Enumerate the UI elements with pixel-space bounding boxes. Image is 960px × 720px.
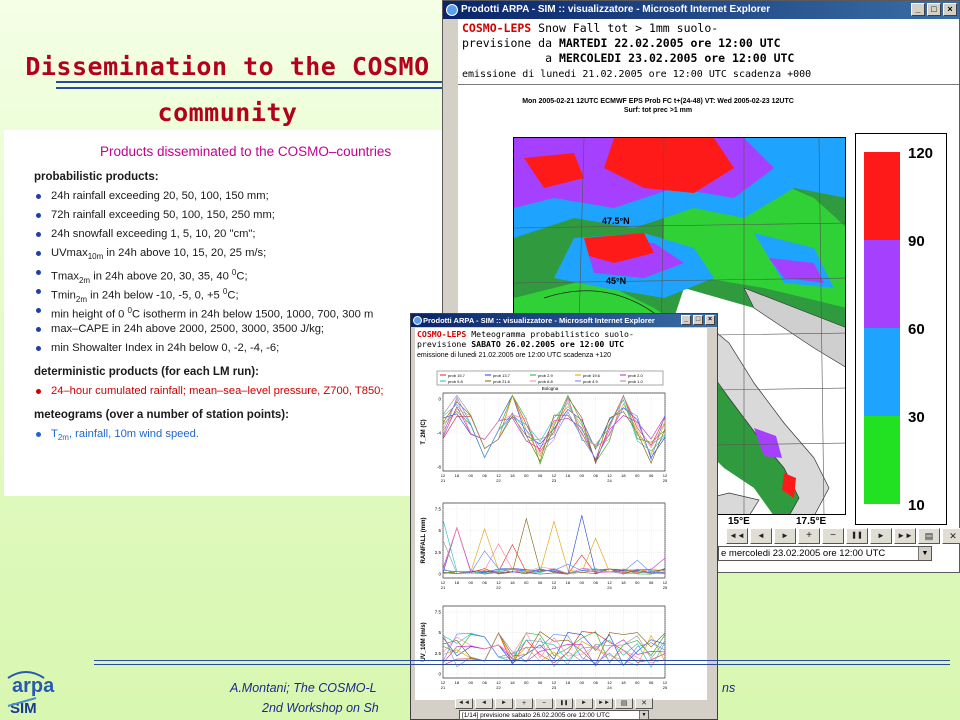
ie-icon (413, 316, 422, 325)
x-tick-label: 18 (565, 580, 571, 585)
pause-button[interactable]: ❚❚ (846, 528, 868, 544)
x-date-label: 24 (607, 585, 612, 590)
x-tick-label: 06 (593, 580, 598, 585)
window-title: Prodotti ARPA - SIM :: visualizzatore - Microsoft Internet Explorer (423, 316, 655, 325)
x-tick-label: 18 (454, 473, 460, 478)
x-date-label: 21 (440, 685, 446, 690)
y-tick-label: 0 (438, 571, 441, 577)
x-tick-label: 06 (537, 473, 543, 478)
x-tick-label: 06 (537, 680, 543, 685)
legend-swatch (864, 328, 900, 416)
first-frame-button[interactable]: ◄◄ (455, 698, 473, 709)
y-tick-label: 5 (438, 528, 441, 534)
list-item: $T_{2m}$, rainfall, 10m wind speed. (34, 427, 456, 446)
x-tick-label: 00 (635, 680, 640, 685)
legend-entry: prob 9.8 (448, 379, 463, 384)
zoom-out-button[interactable]: − (822, 528, 844, 544)
legend-entry: prob 19.6 (583, 373, 600, 378)
close-button[interactable]: × (943, 3, 957, 16)
map-header: COSMO-LEPS Snow Fall tot > 1mm suolo- previsione da MARTEDI 22.02.2005 ore 12:00 UTC a MERCOLEDI 23.02.2005 ore 12:00 UTC emissione di lunedi 21.02.2005 ore 12:00 UTC scadenza +000 (462, 21, 812, 80)
x-tick-label: 12 (496, 680, 501, 685)
legend-entry: prob 15.7 (448, 373, 465, 378)
chevron-down-icon: ▼ (639, 711, 648, 719)
maximize-button[interactable]: □ (927, 3, 941, 16)
footer-rule (94, 660, 950, 661)
list-item: Tmax$_{2m}$ in 24h above 20, 30, 35, 40 $^0$C; (34, 265, 456, 284)
x-tick-label: 12 (607, 680, 612, 685)
x-tick-label: 12 (607, 580, 612, 585)
x-tick-label: 06 (537, 580, 543, 585)
probabilistic-section-title: probabilistic products: (34, 171, 159, 183)
x-tick-label: 06 (593, 680, 598, 685)
lat-label: 45°N (606, 276, 627, 286)
legend-entry: prob 1.0 (628, 379, 643, 384)
list-item: 24h snowfall exceeding 1, 5, 10, 20 "cm"; (34, 227, 456, 246)
x-date-label: 25 (662, 685, 668, 690)
minimize-button[interactable]: _ (681, 315, 691, 325)
x-tick-label: 06 (593, 473, 598, 478)
legend-label: 120 (908, 145, 934, 162)
x-date-label: 25 (662, 478, 668, 483)
zoom-in-button[interactable]: + (515, 698, 533, 709)
list-item: 72h rainfall exceeding 50, 100, 150, 250 mm; (34, 208, 456, 227)
products-heading: Products disseminated to the COSMO–countries (100, 144, 392, 159)
legend-entry: prob 13.7 (493, 373, 510, 378)
x-tick-label: 18 (454, 580, 460, 585)
meteogram-nav-bar (455, 698, 653, 709)
x-tick-label: 00 (579, 580, 584, 585)
x-tick-label: 12 (551, 473, 557, 478)
window-titlebar[interactable] (411, 314, 717, 327)
x-tick-label: 00 (579, 680, 584, 685)
panel-axis-label: T_2M (C) (421, 419, 427, 445)
x-tick-label: 18 (454, 680, 460, 685)
x-date-label: 24 (607, 478, 612, 483)
x-tick-label: 12 (551, 680, 557, 685)
legend-swatch (864, 240, 900, 328)
x-tick-label: 18 (565, 680, 571, 685)
legend-entry: prob 2.0 (628, 373, 643, 378)
lon-label: 15°E (728, 516, 750, 527)
list-item: 24h rainfall exceeding 20, 50, 100, 150 mm; (34, 189, 456, 208)
first-frame-button[interactable]: ◄◄ (726, 528, 748, 544)
x-tick-label: 00 (579, 473, 584, 478)
svg-text:SIM: SIM (10, 700, 37, 717)
title-underline (56, 81, 454, 89)
close-button[interactable]: × (705, 315, 715, 325)
y-tick-label: -8 (436, 464, 441, 470)
last-frame-button[interactable]: ►► (894, 528, 916, 544)
y-tick-label: 2.5 (434, 549, 441, 555)
x-tick-label: 00 (635, 580, 640, 585)
x-tick-label: 00 (468, 680, 473, 685)
x-date-label: 22 (496, 585, 501, 590)
chevron-down-icon: ▼ (918, 547, 931, 560)
legend-entry: prob 4.9 (583, 379, 598, 384)
list-item: min height of 0 $^0$C isotherm in 24h below 1500, 1000, 700, 300 m (34, 303, 456, 322)
prev-frame-button[interactable]: ◄ (475, 698, 493, 709)
station-name: Bologna (541, 386, 559, 391)
prev-frame-button[interactable]: ◄ (750, 528, 772, 544)
x-date-label: 23 (551, 585, 557, 590)
legend-entry: prob 8.8 (538, 379, 553, 384)
y-tick-label: -4 (436, 430, 441, 436)
x-date-label: 21 (440, 478, 446, 483)
color-legend (855, 133, 947, 525)
x-tick-label: 00 (524, 680, 529, 685)
footer-author: A.Montani; The COSMO-L (230, 681, 377, 695)
legend-entry: prob 21.6 (493, 379, 510, 384)
legend-swatch (864, 152, 900, 240)
svg-text:arpa: arpa (12, 675, 55, 697)
minimize-button[interactable]: _ (911, 3, 925, 16)
x-tick-label: 00 (524, 473, 529, 478)
x-tick-label: 12 (440, 680, 446, 685)
legend-entry: prob 2.9 (538, 373, 553, 378)
x-tick-label: 00 (524, 580, 529, 585)
deterministic-list (34, 384, 456, 403)
x-tick-label: 12 (662, 473, 668, 478)
deterministic-section-title: deterministic products (for each LM run): (34, 366, 259, 378)
legend-swatch (864, 416, 900, 504)
x-tick-label: 06 (648, 680, 654, 685)
meteogram-section-title: meteograms (over a number of station points): (34, 409, 289, 421)
x-tick-label: 06 (648, 473, 654, 478)
x-date-label: 22 (496, 478, 501, 483)
x-tick-label: 12 (662, 680, 668, 685)
x-date-label: 24 (607, 685, 612, 690)
legend-label: 10 (908, 497, 925, 514)
list-item: 24–hour cumulated rainfall; mean–sea–level pressure, Z700, T850; (34, 384, 456, 403)
probabilistic-list (34, 189, 456, 360)
window-title: Prodotti ARPA - SIM :: visualizzatore - Microsoft Internet Explorer (461, 4, 771, 15)
y-tick-label: 0 (438, 396, 441, 402)
lon-label: 17.5°E (796, 516, 827, 527)
y-tick-label: 7.5 (434, 506, 441, 512)
maximize-button[interactable]: □ (693, 315, 703, 325)
list-item: UVmax$_{10m}$ in 24h above 10, 15, 20, 25 m/s; (34, 246, 456, 265)
x-tick-label: 00 (468, 473, 473, 478)
panel-axis-label: UV_10M (m/s) (421, 622, 427, 662)
x-tick-label: 00 (468, 580, 473, 585)
x-tick-label: 06 (482, 680, 487, 685)
panel-axis-label: RAINFALL (mm) (421, 517, 427, 564)
x-tick-label: 12 (662, 580, 668, 585)
products-panel (4, 130, 456, 496)
meteogram-header: COSMO-LEPS Meteogramma probabilistico suolo- previsione SABATO 26.02.2005 ore 12:00 UTC emissione di lunedi 21.02.2005 ore 12:00 UTC scadenza +120 (417, 329, 634, 359)
meteogram-list (34, 427, 456, 446)
x-date-label: 23 (551, 478, 557, 483)
x-tick-label: 12 (440, 580, 446, 585)
x-tick-label: 12 (440, 473, 446, 478)
x-tick-label: 18 (510, 680, 515, 685)
slide-title (0, 44, 455, 136)
y-tick-label: 2.5 (434, 650, 441, 656)
ie-icon (446, 4, 458, 16)
x-tick-label: 12 (496, 473, 501, 478)
slide-title-line2: community (157, 98, 298, 127)
meteogram-time-select[interactable]: [1/14] previsione sabato 26.02.2005 ore 12:00 UTC ▼ (459, 710, 649, 720)
meteogram-panel (443, 503, 665, 578)
footer-workshop: 2nd Workshop on Sh (262, 701, 379, 715)
x-tick-label: 12 (496, 580, 501, 585)
next-frame-button[interactable]: ► (575, 698, 593, 709)
zoom-out-button[interactable]: − (535, 698, 553, 709)
x-tick-label: 18 (621, 580, 626, 585)
footer-rule (94, 664, 950, 665)
legend-label: 30 (908, 409, 925, 426)
close-button[interactable]: ✕ (635, 698, 653, 709)
x-tick-label: 12 (607, 473, 612, 478)
pause-button[interactable]: ❚❚ (555, 698, 573, 709)
x-tick-label: 00 (635, 473, 640, 478)
map-nav-bar (726, 528, 960, 544)
footer-author-end: ns (722, 681, 736, 695)
list-item: min Showalter Index in 24h below 0, -2, -4, -6; (34, 341, 456, 360)
arpa-logo (6, 668, 80, 718)
zoom-in-button[interactable]: + (798, 528, 820, 544)
x-tick-label: 18 (510, 580, 515, 585)
meteogram-chart (415, 368, 707, 698)
x-date-label: 22 (496, 685, 501, 690)
map-caption: Mon 2005-02-21 12UTC ECMWF EPS Prob FC t+(24-48) VT: Wed 2005-02-23 12UTC Surf: tot prec >1 mm (522, 98, 794, 114)
x-tick-label: 06 (482, 580, 487, 585)
x-tick-label: 18 (565, 473, 571, 478)
x-date-label: 23 (551, 685, 557, 690)
slide-title-line1: Dissemination to the COSMO (25, 52, 430, 81)
last-frame-button[interactable]: ►► (595, 698, 613, 709)
x-tick-label: 12 (551, 580, 557, 585)
legend-label: 90 (908, 233, 925, 250)
next-frame-button[interactable]: ► (870, 528, 892, 544)
forecast-time-select[interactable]: e mercoledi 23.02.2005 ore 12:00 UTC ▼ (718, 546, 932, 561)
lat-label: 47.5°N (602, 216, 630, 226)
play-button[interactable]: ► (495, 698, 513, 709)
x-tick-label: 18 (510, 473, 515, 478)
y-tick-label: 7.5 (434, 609, 441, 615)
list-item: max–CAPE in 24h above 2000, 2500, 3000, 3500 J/kg; (34, 322, 456, 341)
legend-label: 60 (908, 321, 925, 338)
x-tick-label: 06 (482, 473, 487, 478)
print-button[interactable]: ▤ (615, 698, 633, 709)
list-item: Tmin$_{2m}$ in 24h below -10, -5, 0, +5 $^0$C; (34, 284, 456, 303)
x-tick-label: 06 (648, 580, 654, 585)
y-tick-label: 5 (438, 630, 441, 636)
play-button[interactable]: ► (774, 528, 796, 544)
print-button[interactable]: ▤ (918, 528, 940, 544)
x-tick-label: 18 (621, 680, 626, 685)
x-tick-label: 18 (621, 473, 626, 478)
x-date-label: 21 (440, 585, 446, 590)
window-titlebar[interactable] (443, 1, 959, 19)
y-tick-label: 0 (438, 671, 441, 677)
x-date-label: 25 (662, 585, 668, 590)
meteogram-browser-window (410, 313, 718, 720)
meteogram-content (415, 328, 707, 700)
close-map-button[interactable]: ✕ (942, 528, 960, 544)
